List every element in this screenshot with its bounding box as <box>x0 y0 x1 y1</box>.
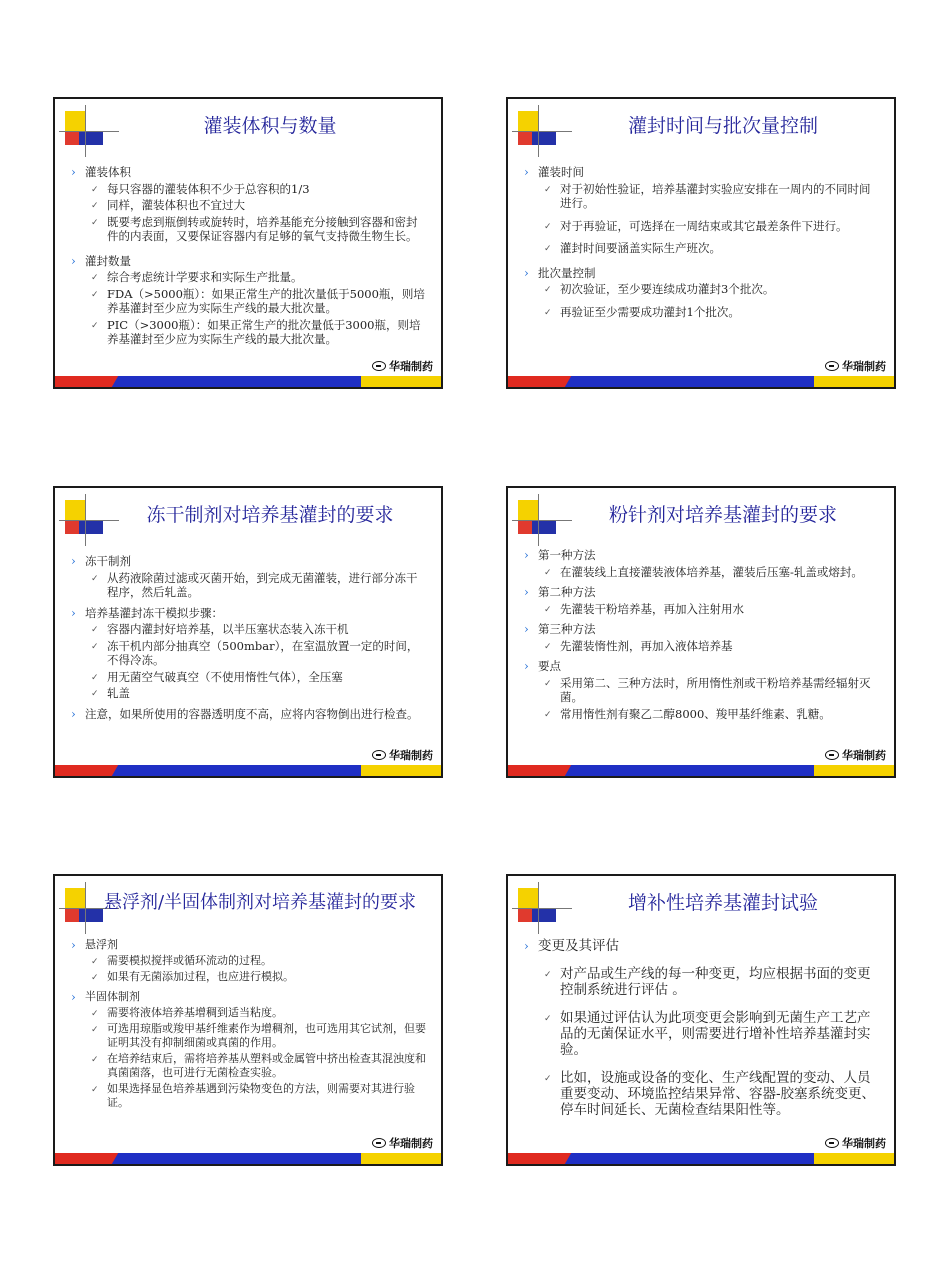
bullet-item: ✓ 如果通过评估认为此项变更会影响到无菌生产工艺产品的无菌保证水平，则需要进行增补性培养基灌封实验。 <box>522 1010 880 1058</box>
footer-color-bar <box>55 765 441 776</box>
slide-3 <box>53 486 443 778</box>
logo-text: 华瑞制药 <box>842 749 886 762</box>
bullet-item: ✓ 先灌装干粉培养基，再加入注射用水 <box>522 602 880 617</box>
bullet-item: ✓ 从药液除菌过滤或灭菌开始，到完成无菌灌装，进行部分冻干程序，然后轧盖。 <box>69 571 427 600</box>
section-heading: › 培养基灌封冻干模拟步骤： <box>69 606 427 621</box>
section-heading: › 第二种方法 <box>522 585 880 600</box>
section-heading: › 要点 <box>522 659 880 674</box>
brand-logo <box>372 1136 433 1150</box>
footer-color-bar <box>55 376 441 387</box>
section-heading: › 灌装时间 <box>522 165 880 180</box>
slide-4 <box>506 486 896 778</box>
bullet-item: ✓ FDA（>5000瓶）：如果正常生产的批次量低于5000瓶，则培养基灌封至少应为实际生产线的最大批次量。 <box>69 287 427 316</box>
logo-text: 华瑞制药 <box>842 360 886 373</box>
bullet-item: ✓ PIC（>3000瓶）：如果正常生产的批次量低于3000瓶，则培养基灌封至少应为实际生产线的最大批次量。 <box>69 318 427 347</box>
bullet-item: ✓ 采用第二、三种方法时，所用惰性剂或干粉培养基需经辐射灭菌。 <box>522 676 880 705</box>
slide-title: 灌封时间与批次量控制 <box>627 115 818 137</box>
corner-decoration <box>518 111 558 151</box>
bullet-item: ✓ 每只容器的灌装体积不少于总容积的1/3 <box>69 182 427 197</box>
bullet-item: ✓ 再验证至少需要成功灌封1个批次。 <box>522 305 880 320</box>
bullet-item: ✓ 对产品或生产线的每一种变更，均应根据书面的变更控制系统进行评估 。 <box>522 966 880 998</box>
slide-5 <box>53 874 443 1166</box>
section-heading: › 第一种方法 <box>522 548 880 563</box>
brand-logo <box>825 748 886 762</box>
section-heading: › 注意，如果所使用的容器透明度不高，应将内容物倒出进行检查。 <box>69 707 427 722</box>
logo-text: 华瑞制药 <box>389 1137 433 1150</box>
bullet-item: ✓ 可选用琼脂或羧甲基纤维素作为增稠剂，也可选用其它试剂，但要证明其没有抑制细菌或真菌的作用。 <box>69 1022 427 1050</box>
bullet-item: ✓ 先灌装惰性剂，再加入液体培养基 <box>522 639 880 654</box>
footer-color-bar <box>55 1153 441 1164</box>
bullet-item: ✓ 对于再验证，可选择在一周结束或其它最差条件下进行。 <box>522 219 880 234</box>
bullet-item: ✓ 在培养结束后，需将培养基从塑料或金属管中挤出检查其混浊度和真菌菌落，也可进行无菌检查实验。 <box>69 1052 427 1080</box>
slide-title: 粉针剂对培养基灌封的要求 <box>608 504 837 526</box>
footer-color-bar <box>508 1153 894 1164</box>
section-heading: › 半固体制剂 <box>69 990 427 1004</box>
logo-icon <box>825 361 839 371</box>
slide-title: 增补性培养基灌封试验 <box>627 892 818 914</box>
section-heading: › 冻干制剂 <box>69 554 427 569</box>
logo-icon <box>825 750 839 760</box>
bullet-item: ✓ 初次验证，至少要连续成功灌封3个批次。 <box>522 282 880 297</box>
section-heading: › 第三种方法 <box>522 622 880 637</box>
bullet-item: ✓ 综合考虑统计学要求和实际生产批量。 <box>69 270 427 285</box>
slide-1 <box>53 97 443 389</box>
footer-color-bar <box>508 765 894 776</box>
bullet-item: ✓ 如果有无菌添加过程，也应进行模拟。 <box>69 970 427 984</box>
bullet-item: ✓ 既要考虑到瓶倒转或旋转时，培养基能充分接触到容器和密封件的内表面，又要保证容器内有足够的氧气支持微生物生长。 <box>69 215 427 244</box>
bullet-item: ✓ 轧盖 <box>69 686 427 701</box>
logo-text: 华瑞制药 <box>389 360 433 373</box>
logo-text: 华瑞制药 <box>389 749 433 762</box>
slide-body <box>69 159 427 347</box>
bullet-item: ✓ 用无菌空气破真空（不使用惰性气体），全压塞 <box>69 670 427 685</box>
corner-decoration <box>518 500 558 540</box>
bullet-item: ✓ 容器内灌封好培养基，以半压塞状态装入冻干机 <box>69 622 427 637</box>
bullet-item: ✓ 在灌装线上直接灌装液体培养基，灌装后压塞-轧盖或熔封。 <box>522 565 880 580</box>
bullet-item: ✓ 常用惰性剂有聚乙二醇8000、羧甲基纤维素、乳糖。 <box>522 707 880 722</box>
slide-2 <box>506 97 896 389</box>
bullet-item: ✓ 需要将液体培养基增稠到适当粘度。 <box>69 1006 427 1020</box>
slide-body <box>522 159 880 319</box>
footer-color-bar <box>508 376 894 387</box>
section-heading: › 批次量控制 <box>522 266 880 281</box>
bullet-item: ✓ 冻干机内部分抽真空（500mbar），在室温放置一定的时间，不得冷冻。 <box>69 639 427 668</box>
logo-icon <box>372 361 386 371</box>
section-heading: › 灌装体积 <box>69 165 427 180</box>
brand-logo <box>372 359 433 373</box>
bullet-item: ✓ 灌封时间要涵盖实际生产班次。 <box>522 241 880 256</box>
bullet-item: ✓ 比如，设施或设备的变化、生产线配置的变动、人员重要变动、环境监控结果异常、容器-胶塞系统变更、停车时间延长、无菌检查结果阳性等。 <box>522 1070 880 1118</box>
bullet-item: ✓ 如果选择显色培养基遇到污染物变色的方法，则需要对其进行验证。 <box>69 1082 427 1110</box>
corner-decoration <box>65 111 105 151</box>
section-heading: › 悬浮剂 <box>69 938 427 952</box>
slide-6 <box>506 874 896 1166</box>
section-heading: › 变更及其评估 <box>522 938 880 954</box>
slide-title: 灌装体积与数量 <box>203 115 337 137</box>
brand-logo <box>825 1136 886 1150</box>
slide-body <box>69 932 427 1110</box>
bullet-item: ✓ 同样，灌装体积也不宜过大 <box>69 198 427 213</box>
section-heading: › 灌封数量 <box>69 254 427 269</box>
slide-body <box>522 542 880 721</box>
slide-body <box>69 548 427 721</box>
logo-icon <box>372 750 386 760</box>
slide-body <box>522 932 880 1118</box>
corner-decoration <box>518 888 558 928</box>
slide-title: 冻干制剂对培养基灌封的要求 <box>146 504 394 526</box>
bullet-item: ✓ 对于初始性验证，培养基灌封实验应安排在一周内的不同时间进行。 <box>522 182 880 211</box>
slide-title: 悬浮剂/半固体制剂对培养基灌封的要求 <box>103 892 417 913</box>
logo-icon <box>825 1138 839 1148</box>
brand-logo <box>825 359 886 373</box>
corner-decoration <box>65 500 105 540</box>
logo-text: 华瑞制药 <box>842 1137 886 1150</box>
bullet-item: ✓ 需要模拟搅拌或循环流动的过程。 <box>69 954 427 968</box>
logo-icon <box>372 1138 386 1148</box>
brand-logo <box>372 748 433 762</box>
